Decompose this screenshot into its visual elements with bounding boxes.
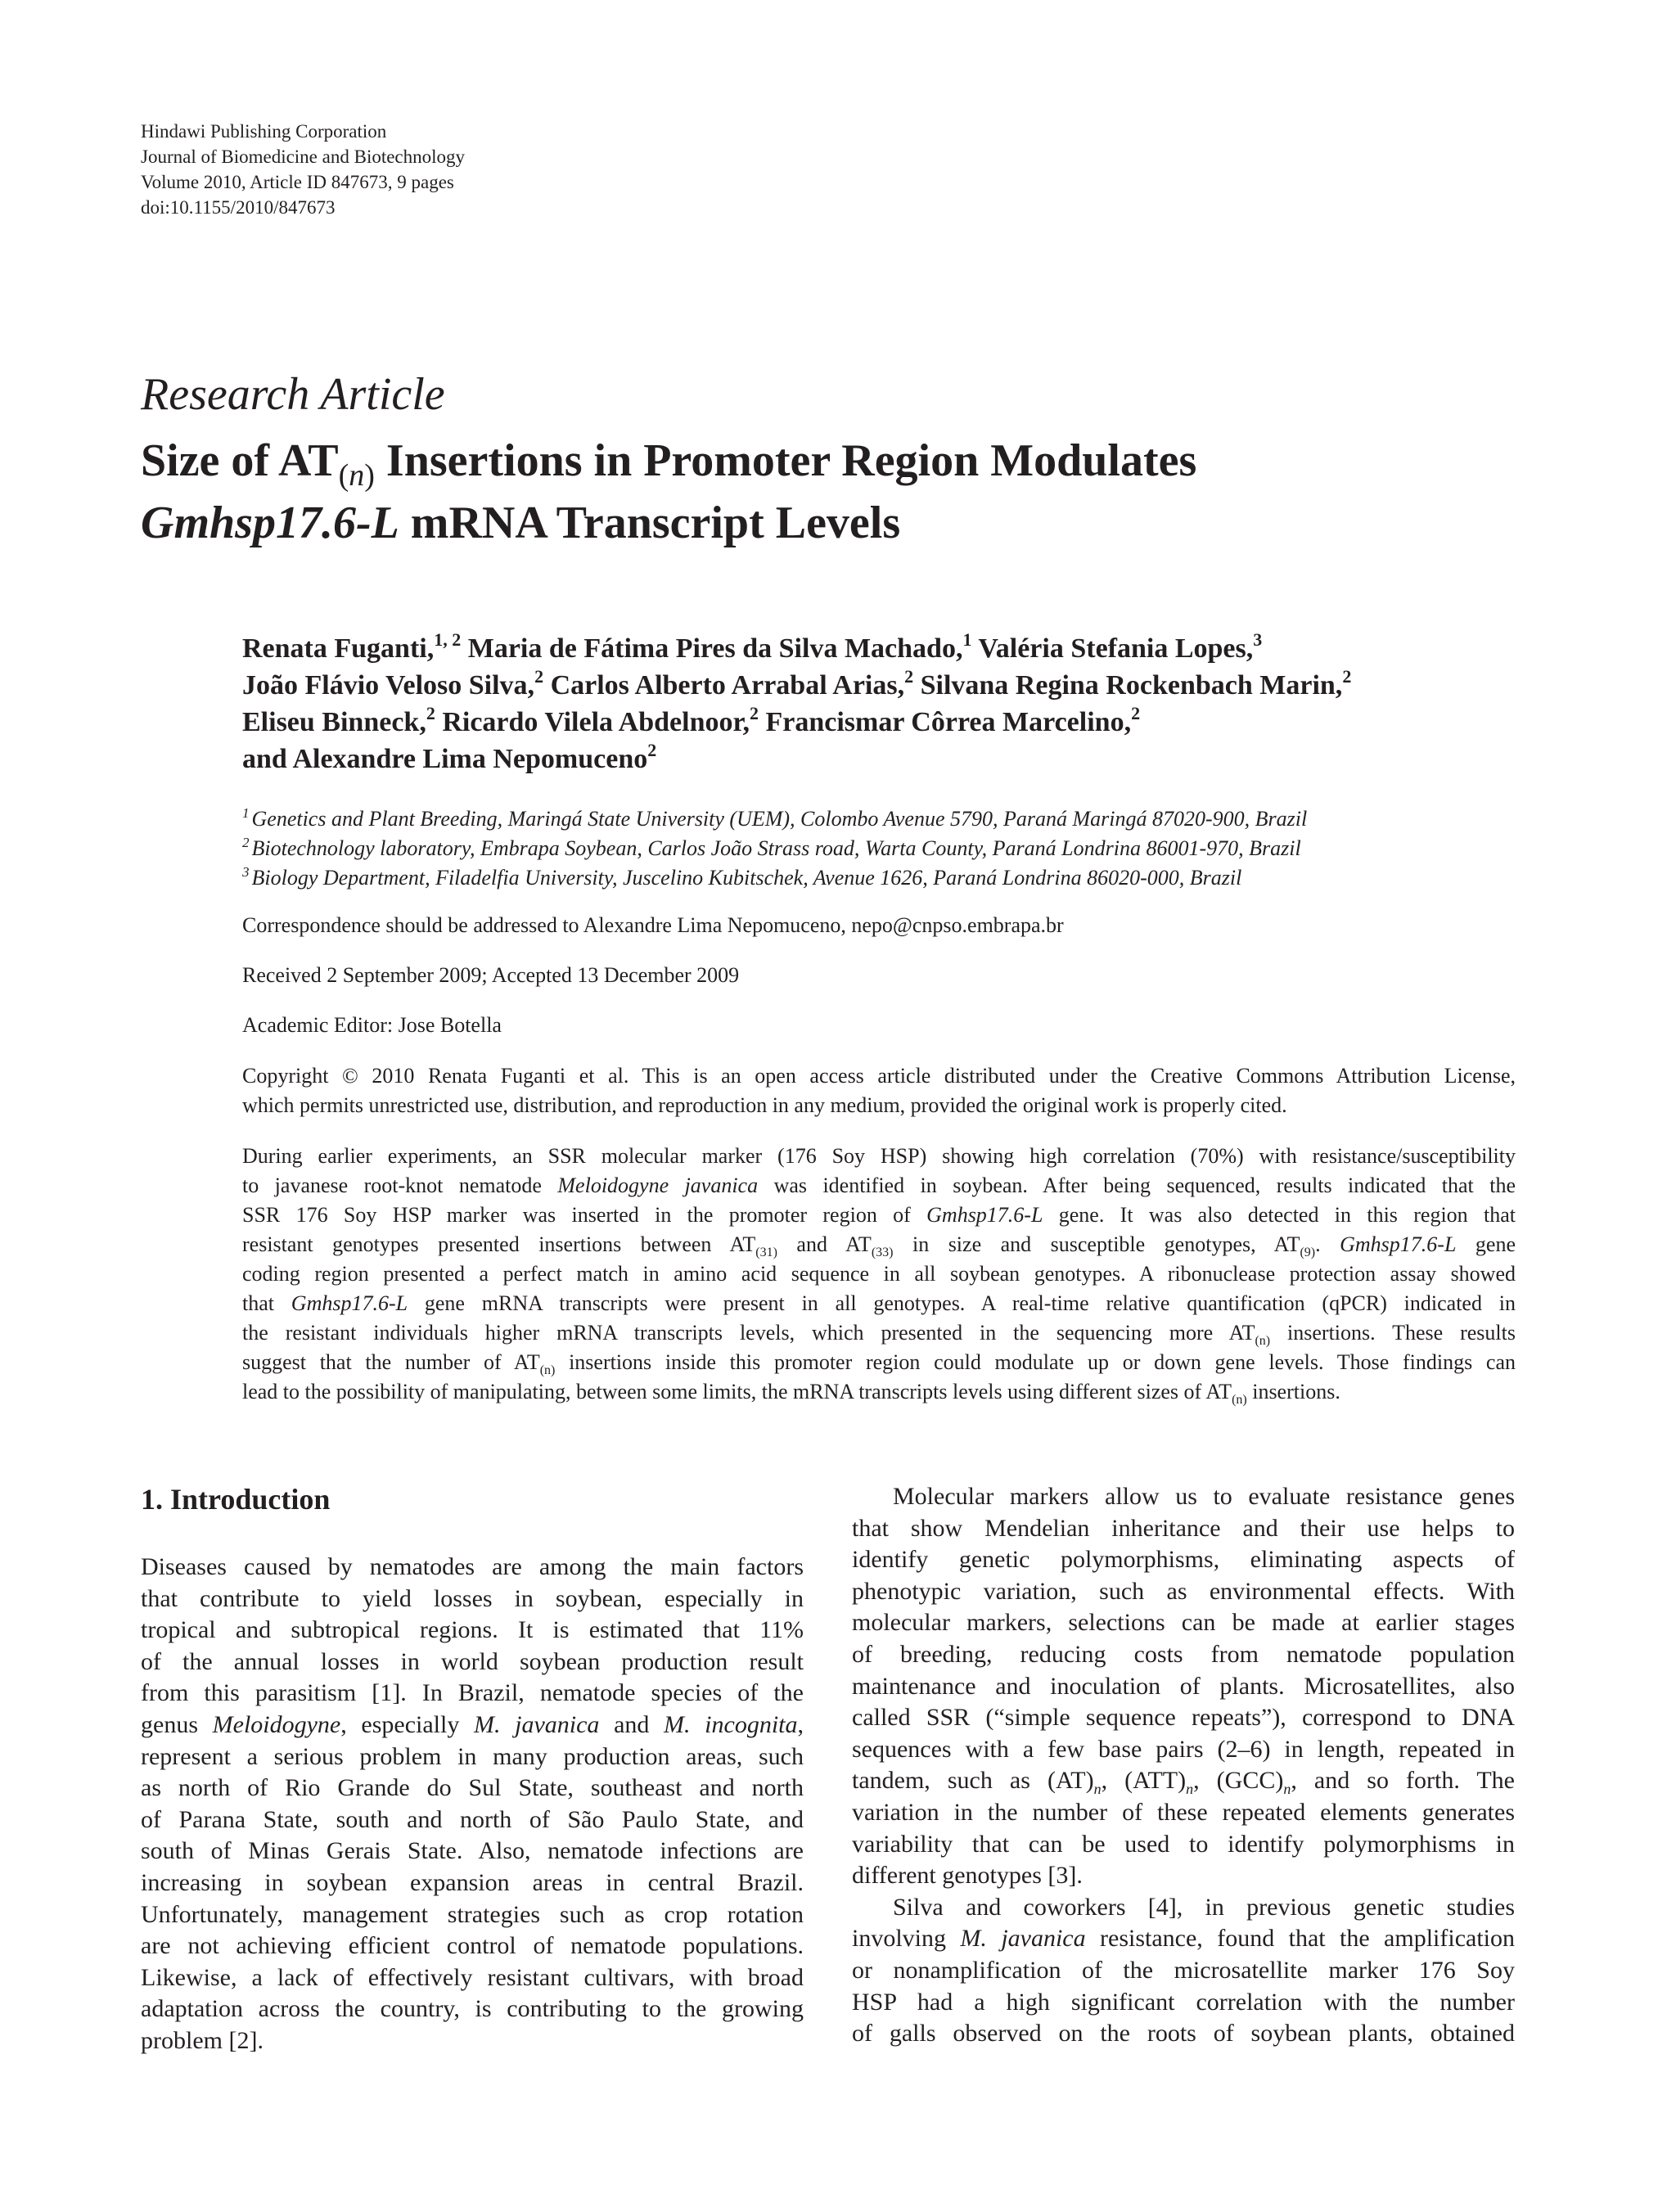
author-list <box>242 630 1351 777</box>
abstract: During earlier experiments, an SSR molecular marker (176 Soy HSP) showing high correlation (70%) with resistance/susceptibility to javanese root-knot nematode Meloidogyne javanica was identified in soybean. After being sequenced, results indicated that the SSR 176 Soy HSP marker was inserted in the promoter region of Gmhsp17.6-L gene. It was also detected in this region that resistant genotypes presented insertions between $AT_{(31)}$ and $AT_{(33)}$ in size and susceptible genotypes, $AT_{(9)}$. Gmhsp17.6-L gene coding region presented a perfect match in amino acid sequence in all soybean genotypes. A ribonuclease protection assay showed that Gmhsp17.6-L gene mRNA transcripts were present in all genotypes. A real-time relative quantification (qPCR) indicated in the resistant individuals higher mRNA transcripts levels, which presented in the sequencing more $AT_{(n)}$ insertions. These results suggest that the number of $AT_{(n)}$ insertions inside this promoter region could modulate up or down gene levels. Those findings can lead to the possibility of manipulating, between some limits, the mRNA transcripts levels using different sizes of $AT_{(n)}$ insertions. <box>242 1144 1516 1408</box>
title-line-2: Gmhsp17.6-L mRNA Transcript Levels <box>141 498 901 548</box>
section-heading: 1. Introduction <box>141 1483 331 1516</box>
affiliation-item: $^1$ Genetics and Plant Breeding, Maringá State University (UEM), Colombo Avenue 5790, Paraná Maringá 87020-900, Brazil <box>242 805 1308 831</box>
volume-info: Volume 2010, Article ID 847673, 9 pages <box>141 172 454 192</box>
journal-header <box>141 119 465 220</box>
body-column-right: Molecular markers allow us to evaluate resistance genes that show Mendelian inheritance and their use helps to identify genetic polymorphisms, eliminating aspects of phenotypic variation, such as environmental effects. With molecular markers, selections can be made at earlier stages of breeding, reducing costs from nematode population maintenance and inoculation of plants. Microsatellites, also called SSR (“simple sequence repeats”), correspond to DNA sequences with a few base pairs (2–6) in length, repeated in tandem, such as $(AT)_n$, $(ATT)_n$, $(GCC)_n$, and so forth. The variation in the number of these repeated elements generates variability that can be used to identify polymorphisms in different genotypes [3]. Silva and coworkers [4], in previous genetic studies involving M. javanica resistance, found that the amplification or nonamplification of the microsatellite marker 176 Soy HSP had a high significant correlation with the number of galls observed on the roots of soybean plants, obtained <box>852 1483 1515 2048</box>
body-column-left: 1. Introduction Diseases caused by nematodes are among the main factors that contribute to yield losses in soybean, especially in tropical and subtropical regions. It is estimated that 11% of the annual losses in world soybean production result from this parasitism [1]. In Brazil, nematode species of the genus Meloidogyne, especially M. javanica and M. incognita, represent a serious problem in many production areas, such as north of Rio Grande do Sul State, southeast and north of Parana State, south and north of São Paulo State, and south of Minas Gerais State. Also, nematode infections are increasing in soybean expansion areas in central Brazil. Unfortunately, management strategies such as crop rotation are not achieving efficient control of nematode populations. Likewise, a lack of effectively resistant cultivars, with broad adaptation across the country, is contributing to the growing problem [2]. <box>141 1483 804 2054</box>
publisher: Hindawi Publishing Corporation <box>141 121 387 142</box>
author-line: Eliseu Binneck,$^2$ Ricardo Vilela Abdelnoor,$^2$ Francismar Côrrea Marcelino,$^2$ <box>242 702 1141 737</box>
affiliation-item: $^3$ Biology Department, Filadelfia University, Juscelino Kubitschek, Avenue 1626, Paraná Londrina 86020-000, Brazil <box>242 864 1242 890</box>
journal-name: Journal of Biomedicine and Biotechnology <box>141 146 466 167</box>
author-line: João Flávio Veloso Silva,$^2$ Carlos Alberto Arrabal Arias,$^2$ Silvana Regina Rockenbach Marin,$^2$ <box>242 665 1352 701</box>
received-date: Received 2 September 2009; Accepted 13 December 2009 <box>242 963 740 987</box>
copyright-notice: Copyright © 2010 Renata Fuganti et al. This is an open access article distributed under the Creative Commons Attribution License, which permits unrestricted use, distribution, and reproduction in any medium, provided the original work is properly cited. <box>242 1064 1516 1117</box>
academic-editor: Academic Editor: Jose Botella <box>242 1013 502 1037</box>
affiliation-item: $^2$ Biotechnology laboratory, Embrapa Soybean, Carlos João Strass road, Warta County, Paraná Londrina 86001-970, Brazil <box>242 835 1301 860</box>
affiliations <box>242 804 1307 893</box>
doi: doi:10.1155/2010/847673 <box>141 197 336 218</box>
title-line-1: Size of $AT_{(n)}$ Insertions in Promoter Region Modulates <box>141 435 1197 493</box>
author-line: and Alexandre Lima Nepomuceno$^2$ <box>242 739 657 774</box>
article-type: Research Article <box>141 369 445 420</box>
author-line: Renata Fuganti,$^{1, 2}$ Maria de Fátima Pires da Silva Machado,$^1$ Valéria Stefania Lopes,$^3$ <box>242 628 1263 664</box>
correspondence: Correspondence should be addressed to Alexandre Lima Nepomuceno, nepo@cnpso.embrapa.br <box>242 913 1064 937</box>
article-title <box>141 432 1196 552</box>
